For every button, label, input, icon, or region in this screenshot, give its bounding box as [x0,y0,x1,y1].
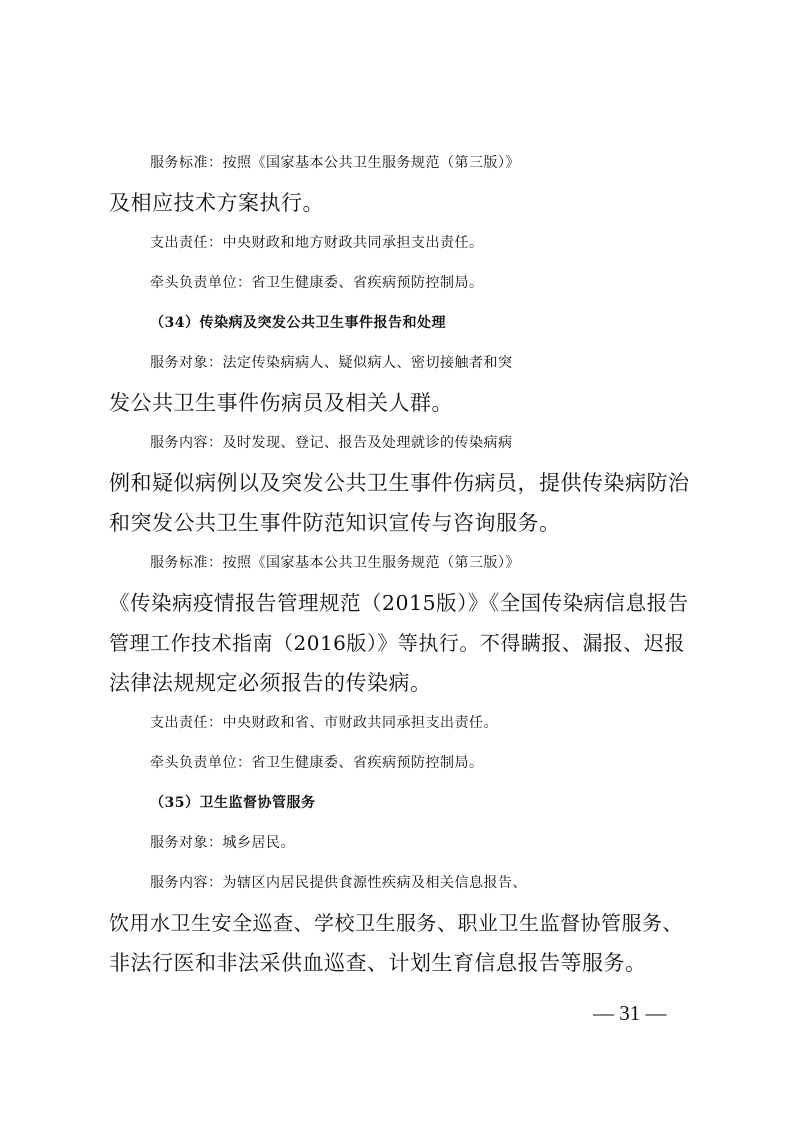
paragraph-line: 饮用水卫生安全巡查、学校卫生服务、职业卫生监督协管服务、 [109,911,683,935]
paragraph-line: 牵头负责单位：省卫生健康委、省疾病预防控制局。 [150,275,484,291]
paragraph-line: 支出责任：中央财政和地方财政共同承担支出责任。 [150,235,484,251]
paragraph-line: 服务标准：按照《国家基本公共卫生服务规范（第三版）》 [150,155,520,171]
paragraph-line: 管理工作技术指南（2016版）》等执行。不得瞒报、漏报、迟报 [109,631,685,655]
paragraph-line: 服务对象：法定传染病病人、疑似病人、密切接触者和突 [150,355,513,371]
paragraph-line: 发公共卫生事件伤病员及相关人群。 [109,391,453,415]
paragraph-line: 支出责任：中央财政和省、市财政共同承担支出责任。 [150,715,498,731]
paragraph-line: 及相应技术方案执行。 [109,191,324,215]
paragraph-line: 服务标准：按照《国家基本公共卫生服务规范（第三版）》 [150,555,520,571]
paragraph-line: 服务对象：城乡居民。 [150,835,295,851]
section-heading-34: （34）传染病及突发公共卫生事件报告和处理 [150,315,446,331]
section-heading-35: （35）卫生监督协管服务 [150,795,316,811]
page-number: — 31 — [593,1001,667,1025]
paragraph-line: 例和疑似病例以及突发公共卫生事件伤病员，提供传染病防治 [109,471,690,495]
paragraph-line: 服务内容：及时发现、登记、报告及处理就诊的传染病病 [150,435,513,451]
paragraph-line: 法律法规规定必须报告的传染病。 [109,671,432,695]
paragraph-line: 和突发公共卫生事件防范知识宣传与咨询服务。 [109,511,561,535]
paragraph-line: 非法行医和非法采供血巡查、计划生育信息报告等服务。 [109,951,647,975]
paragraph-line: 《传染病疫情报告管理规范（2015版）》《全国传染病信息报告 [109,591,689,615]
paragraph-line: 服务内容：为辖区内居民提供食源性疾病及相关信息报告、 [150,875,527,891]
paragraph-line: 牵头负责单位：省卫生健康委、省疾病预防控制局。 [150,755,484,771]
